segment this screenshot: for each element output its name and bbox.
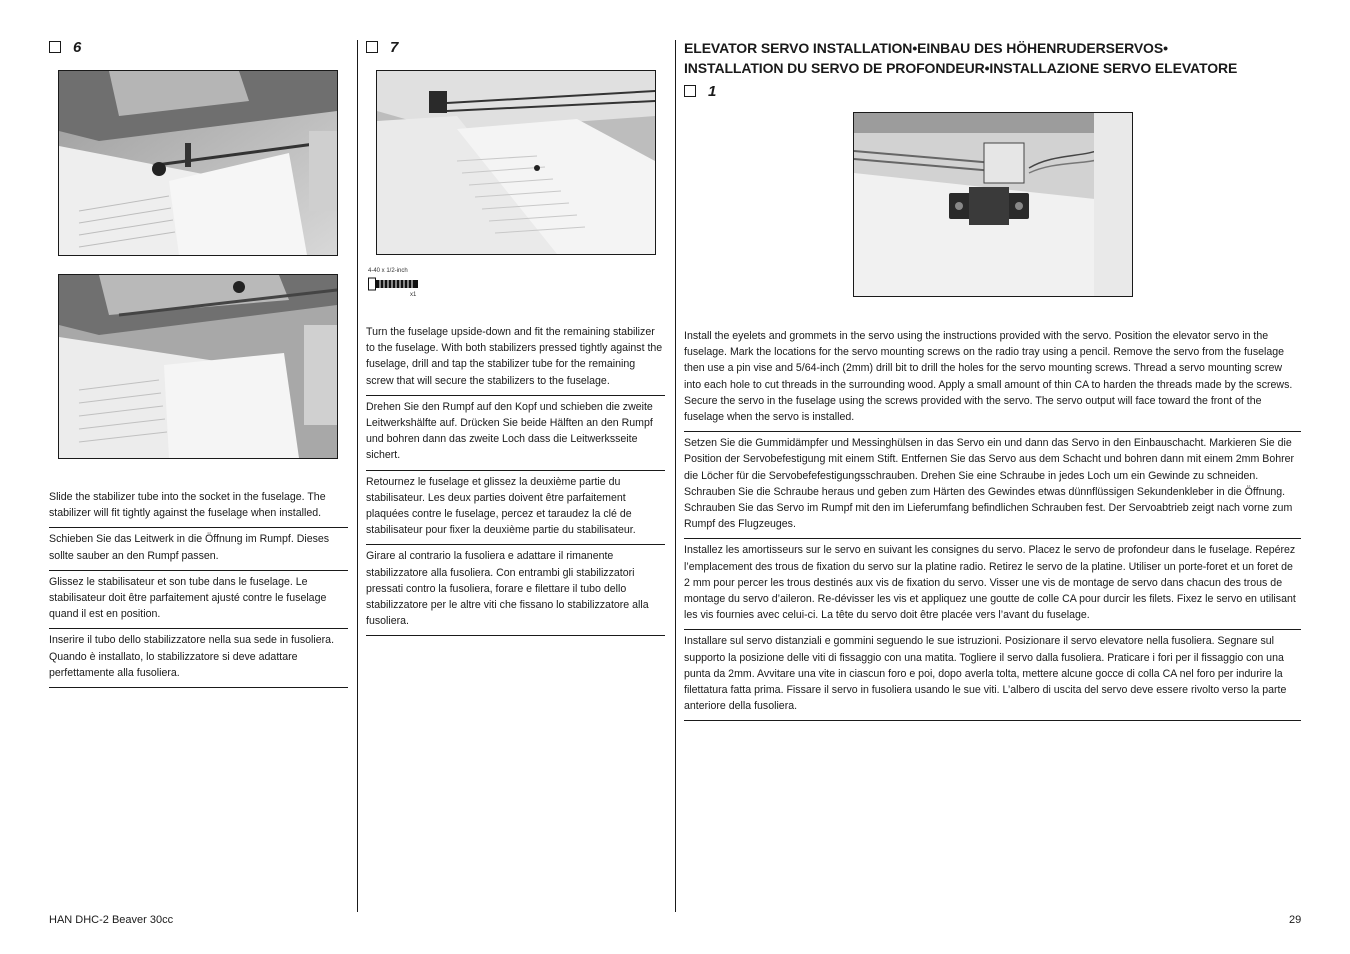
instruction-en: Install the eyelets and grommets in the servo using the instructions provided with the servo. Position the elevator servo in the fuselage. Mark the locations for the servo mounting screws on the radio tray using a pencil. Remove the servo from the fuselage then use a pin vise and 5/64-inch (2mm) drill bit to drill the holes for the servo mounting screws. Thread a servo mounting screw into each hole to cut threads in the surrounding wood. Apply a small amount of thin CA to harden the threads made by the screws. Secure the servo in the fuselage using the screws provided with the servo. The servo output will face toward the front of the fuselage when the servo is installed. [684, 325, 1301, 432]
photo-stabilizer-installed [58, 274, 338, 459]
instruction-de: Schieben Sie das Leitwerk in die Öffnung im Rumpf. Dieses sollte sauber an den Rumpf passen. [49, 528, 348, 570]
hardware-label: 4-40 x 1/2-inch [368, 268, 408, 274]
step-heading [684, 82, 1301, 100]
instruction-it: Installare sul servo distanziali e gommini seguendo le sue istruzioni. Posizionare il servo elevatore nella fusoliera. Segnare sul supporto la posizione delle viti di fissaggio con una matita. Togliere il servo dalla fusoliera. Praticare i fori per il fissaggio con una punta da 2mm. Avvitare una vite in ciascun foro e poi, dopo averla tolta, mettere alcune gocce di colla CA nel foro per indurire la filettatura fatta prima. Fissare il servo in fusoliera usando le sue viti. L’albero di uscita del servo deve essere rivolto verso la parte anteriore della fusoliera. [684, 630, 1301, 721]
section-heading: ELEVATOR SERVO INSTALLATION•EINBAU DES HÖHENRUDERSERVOS• [684, 40, 1168, 56]
instruction-en: Turn the fuselage upside-down and fit the remaining stabilizer to the fuselage. With both stabilizers pressed tightly against the fuselage, drill and tap the stabilizer tube for the remaining screw that will secure the stabilizers to the fuselage. [366, 321, 665, 396]
instruction-de: Drehen Sie den Rumpf auf den Kopf und schieben die zweite Leitwerkshälfte auf. Drücken Sie beide Hälften an den Rumpf und bohren dann das zweite Loch dass die Leitwerksseite sichert. [366, 396, 665, 471]
hardware-quantity: x1 [410, 292, 417, 298]
hardware-callout [366, 268, 665, 304]
instruction-de: Setzen Sie die Gummidämpfer und Messinghülsen in das Servo ein und dann das Servo in den Einbauschacht. Markieren Sie die Position der Servobefestigung mit einem Stift. Entfernen Sie das Servo aus dem Schacht und bohren dann mit einem 2mm Bohrer die Löcher für die Servobefefestigungsschrauben. Drehen Sie eine Schraube in jedes Loch um ein Gewinde zu schneiden. Schrauben Sie die Schraube heraus und geben zum Härten des Gewindes etwas dünnflüssigen Sekundenkleber in die Öffnung. Schrauben Sie das Servo im Rumpf mit den im Lieferumfang befindlichen Schrauben fest. Der Servoabtrieb zeigt nach vorne zum Rumpf des Flugzeuges. [684, 432, 1301, 539]
column-divider [357, 40, 358, 912]
column-divider [675, 40, 676, 912]
photo-stabilizer-top [58, 70, 338, 256]
step-number: 7 [390, 38, 399, 56]
screw-icon [368, 277, 420, 291]
step-heading [49, 38, 348, 56]
page-number: 29 [1289, 914, 1302, 926]
column-elevator-servo [684, 38, 1301, 721]
column-step-6 [49, 38, 348, 688]
footer-title: HAN DHC-2 Beaver 30cc [49, 914, 174, 926]
photo-stabilizer-screw [376, 70, 656, 255]
column-step-7 [366, 38, 665, 636]
step-heading [366, 38, 665, 56]
step-number: 1 [708, 82, 717, 100]
section-heading: INSTALLATION DU SERVO DE PROFONDEUR•INSTALLAZIONE SERVO ELEVATORE [684, 60, 1238, 76]
photo-elevator-servo [853, 112, 1133, 297]
instruction-it: Girare al contrario la fusoliera e adattare il rimanente stabilizzatore alla fusoliera. Con entrambi gli stabilizzatori pressati contro la fusoliera, forare e filettare il tubo dello stabilizzatore per le altre viti che fissano lo stabilizzatore alla fusoliera. [366, 545, 665, 636]
checkbox-icon [49, 41, 61, 53]
checkbox-icon [684, 85, 696, 97]
checkbox-icon [366, 41, 378, 53]
instruction-it: Inserire il tubo dello stabilizzatore nella sua sede in fusoliera. Quando è installato, lo stabilizzatore si deve adattare perfettamente alla fusoliera. [49, 629, 348, 688]
instruction-fr: Retournez le fuselage et glissez la deuxième partie du stabilisateur. Les deux parties doivent être parfaitement plaquées contre le fuselage, percez et taraudez la clé de stabilisateur pour fixer la deuxième partie du stabilisateur. [366, 471, 665, 546]
step-number: 6 [73, 38, 82, 56]
instruction-fr: Glissez le stabilisateur et son tube dans le fuselage. Le stabilisateur doit être parfaitement ajusté contre le fuselage quand il est en position. [49, 571, 348, 630]
instruction-en: Slide the stabilizer tube into the socket in the fuselage. The stabilizer will fit tightly against the fuselage when installed. [49, 486, 348, 528]
instruction-fr: Installez les amortisseurs sur le servo en suivant les consignes du servo. Placez le servo de profondeur dans le fuselage. Repérez l’emplacement des trous de fixation du servo sur la platine radio. Retirez le servo de la platine. Utiliser un porte-foret et un foret de 2 mm pour percer les trous destinés aux vis de fixation du servo. Visser une vis de montage de servo dans chacun des trous de montage du servo d’aileron. Re-dévisser les vis et appliquez une goutte de colle CA pour durcir les filets. Fixez le servo en utilisant les vis fournies avec celui-ci. La tête du servo doit être placée vers l’avant du fuselage. [684, 539, 1301, 630]
